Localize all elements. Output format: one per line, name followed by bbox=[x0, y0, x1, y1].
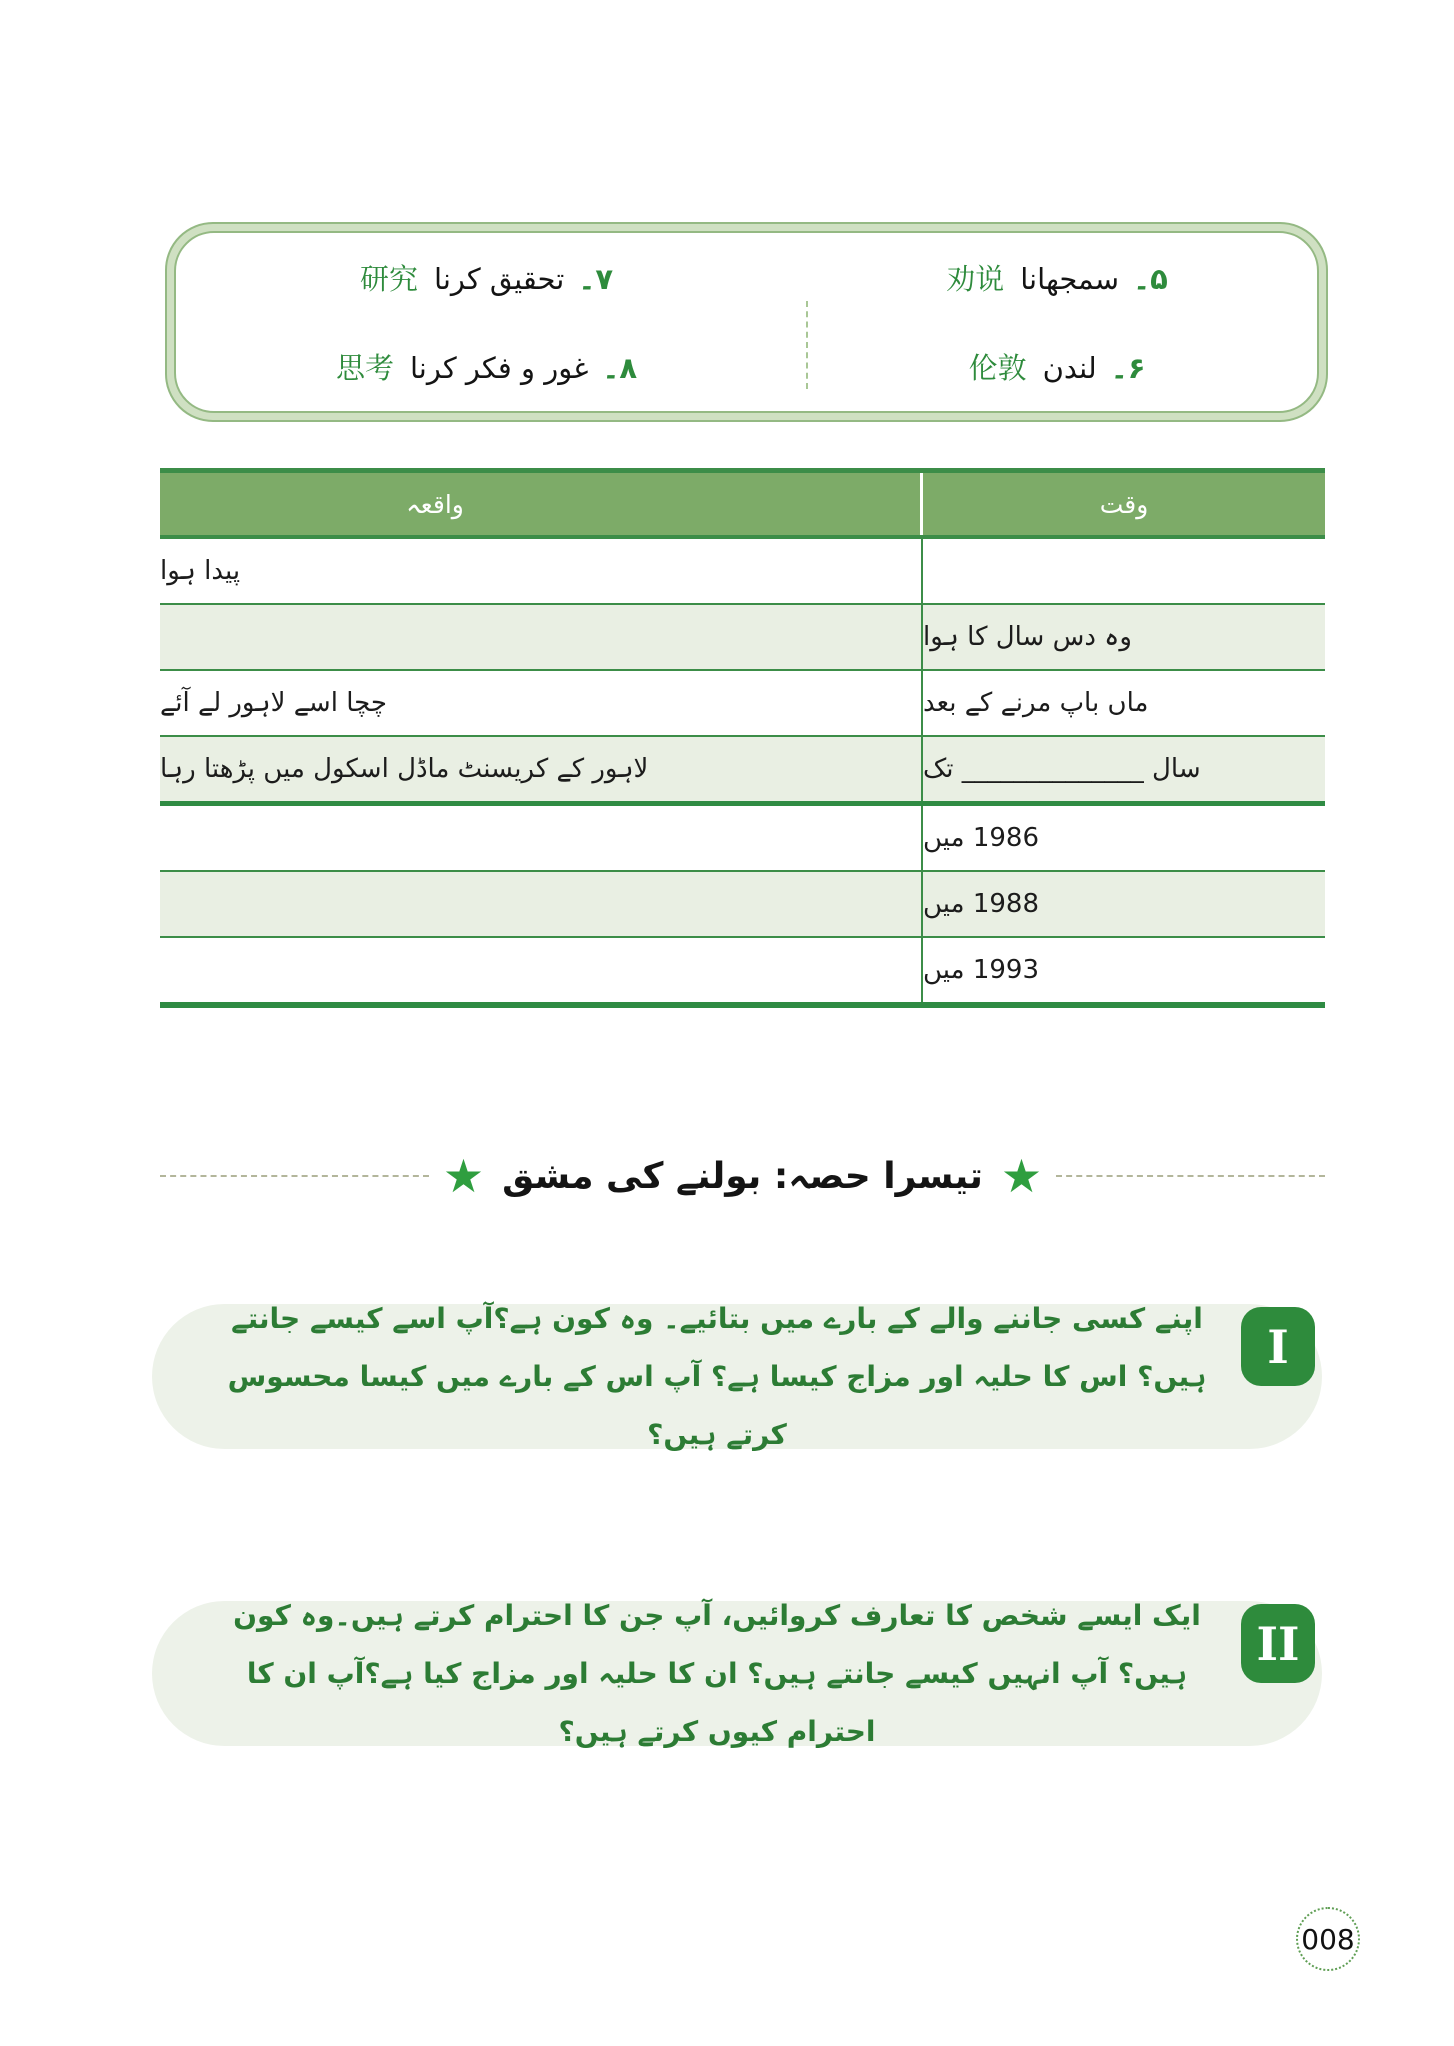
section-title: تیسرا حصہ: بولنے کی مشق bbox=[502, 1155, 983, 1197]
cell-time: ماں باپ مرنے کے بعد bbox=[923, 688, 1149, 718]
vocab-item-number: ۷۔ bbox=[578, 262, 614, 296]
table-row bbox=[160, 870, 1325, 936]
vocab-item-chinese: 研究 bbox=[359, 262, 418, 296]
cell-event bbox=[160, 938, 923, 1002]
vocab-box bbox=[165, 222, 1328, 422]
vocab-item-urdu: تحقیق کرنا bbox=[433, 262, 565, 296]
cell-event bbox=[160, 806, 923, 870]
task-bubble-1 bbox=[152, 1301, 1322, 1451]
divider-dash-right bbox=[1056, 1175, 1325, 1177]
table-row bbox=[160, 537, 1325, 603]
cell-time bbox=[923, 539, 1325, 603]
cell-event: پیدا ہوا bbox=[160, 539, 923, 603]
task-text: اپنے کسی جاننے والے کے بارے میں بتائیے۔ وہ کون ہے؟آپ اسے کیسے جانتے ہیں؟ اس کا حلیہ اور مزاج کیسا ہے؟ آپ اس کے بارے میں کیسا محسوس کرتے ہیں؟ bbox=[227, 1301, 1207, 1451]
table-row bbox=[160, 801, 1325, 870]
vocab-item-number: ۵۔ bbox=[1133, 262, 1168, 296]
cell-time: وہ دس سال کا ہوا bbox=[923, 622, 1132, 652]
page-number: 008 bbox=[1301, 1922, 1355, 1956]
cell-event bbox=[160, 605, 923, 669]
task-numeral-badge: II bbox=[1241, 1604, 1315, 1683]
table-row bbox=[160, 735, 1325, 801]
section-divider bbox=[160, 1146, 1325, 1206]
vocab-dashed-divider bbox=[806, 301, 808, 389]
vocab-item-chinese: 劝说 bbox=[946, 262, 1005, 296]
task-text: ایک ایسے شخص کا تعارف کروائیں، آپ جن کا احترام کرتے ہیں۔وہ کون ہیں؟ آپ انہیں کیسے جانتے ہیں؟ ان کا حلیہ اور مزاج کیا ہے؟آپ ان کا احترام کیوں کرتے ہیں؟ bbox=[233, 1598, 1201, 1748]
cell-event bbox=[160, 872, 923, 936]
header-cell-event bbox=[160, 473, 923, 535]
star-icon: ★ bbox=[1000, 1149, 1043, 1203]
vocab-box-inner bbox=[174, 231, 1319, 413]
cell-time: 1993 میں bbox=[923, 955, 1040, 985]
cell-time: سال ______________ تک bbox=[923, 754, 1201, 784]
vocab-item-6 bbox=[797, 346, 1317, 387]
vocab-item-5 bbox=[797, 257, 1317, 298]
star-icon: ★ bbox=[442, 1149, 485, 1203]
vocab-item-number: ۸۔ bbox=[602, 351, 638, 385]
timeline-table bbox=[160, 468, 1325, 1008]
vocab-item-urdu: سمجھانا bbox=[1020, 262, 1120, 296]
cell-time: 1986 میں bbox=[923, 823, 1040, 853]
table-row bbox=[160, 603, 1325, 669]
vocab-item-7 bbox=[176, 257, 797, 298]
vocab-item-urdu: غور و فکر کرنا bbox=[409, 351, 589, 385]
header-label-event: واقعہ bbox=[406, 489, 464, 519]
vocab-item-urdu: لندن bbox=[1042, 351, 1097, 385]
table-header bbox=[160, 473, 1325, 537]
vocab-item-number: ۶۔ bbox=[1110, 351, 1146, 385]
divider-dash-left bbox=[160, 1175, 429, 1177]
header-cell-time bbox=[923, 473, 1325, 535]
task-numeral-badge: I bbox=[1241, 1307, 1315, 1386]
vocab-item-chinese: 思考 bbox=[335, 351, 394, 385]
page-number-badge bbox=[1296, 1907, 1360, 1971]
table-row bbox=[160, 936, 1325, 1002]
table-row bbox=[160, 669, 1325, 735]
vocab-item-8 bbox=[176, 346, 797, 387]
task-bubble-2 bbox=[152, 1598, 1322, 1748]
header-label-time: وقت bbox=[1099, 489, 1149, 519]
cell-event: لاہور کے کریسنٹ ماڈل اسکول میں پڑھتا رہا bbox=[160, 737, 923, 801]
cell-event: چچا اسے لاہور لے آئے bbox=[160, 671, 923, 735]
vocab-item-chinese: 伦敦 bbox=[968, 351, 1027, 385]
cell-time: 1988 میں bbox=[923, 889, 1040, 919]
